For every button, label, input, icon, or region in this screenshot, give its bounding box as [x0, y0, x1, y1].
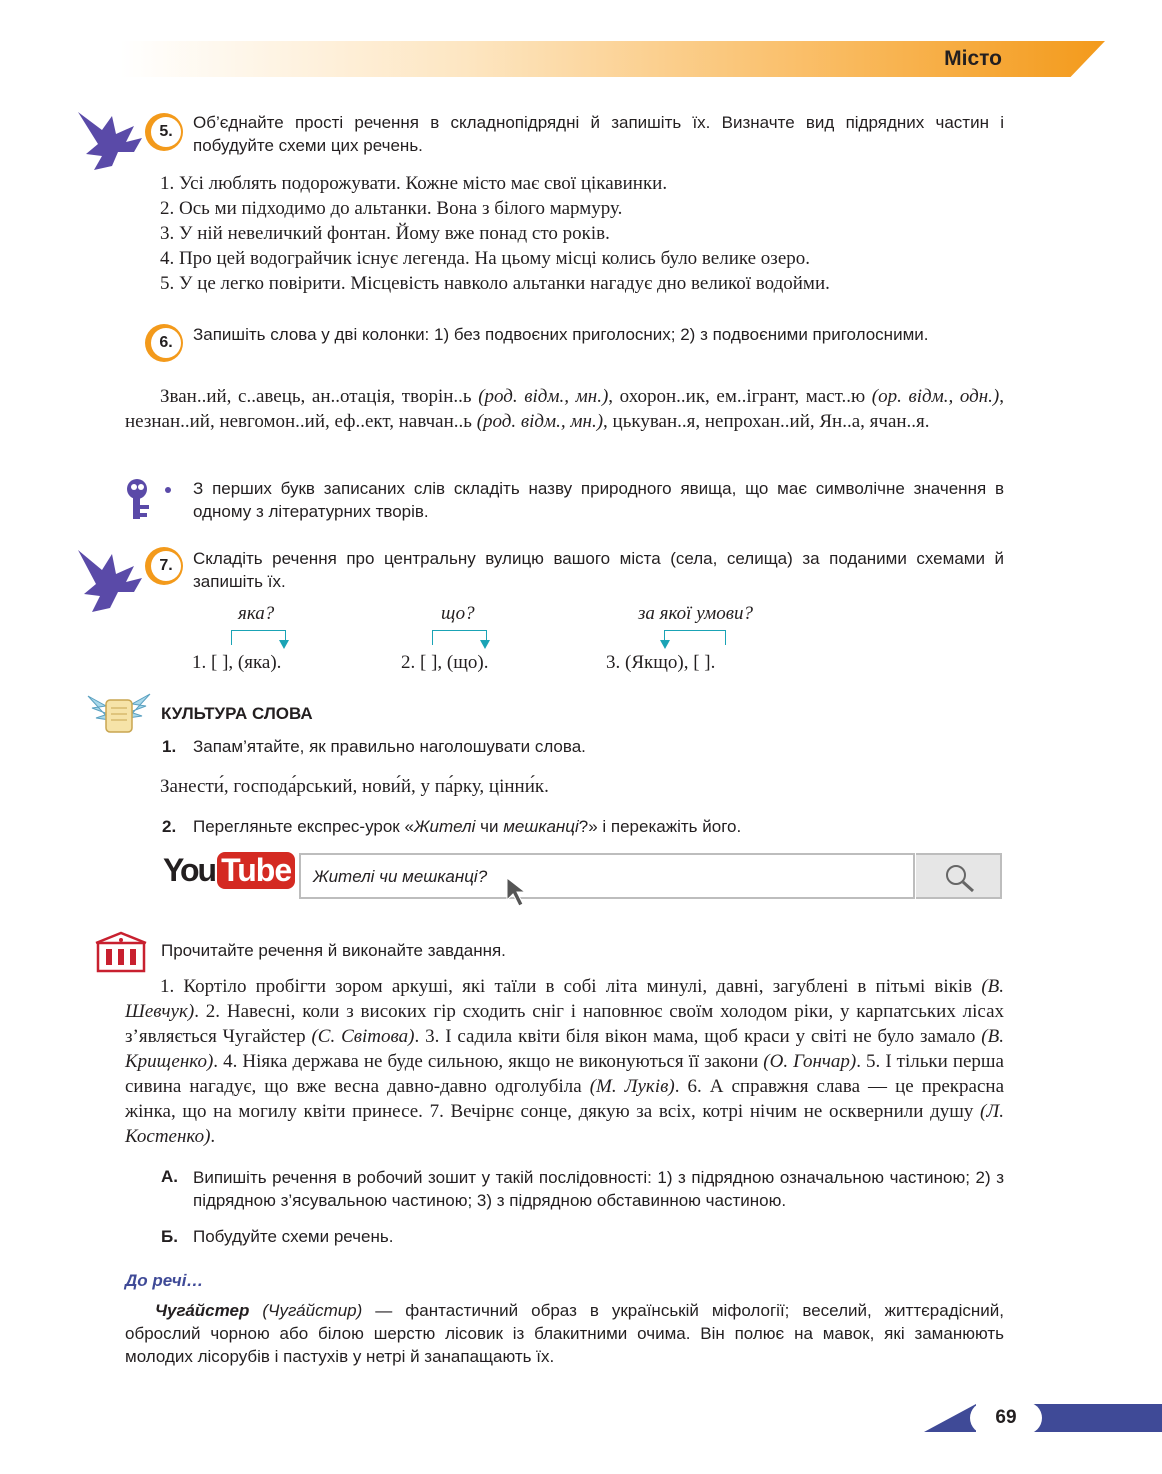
- culture-item-1: Запам’ятайте, як правильно наголошувати слова.: [193, 737, 586, 756]
- bullet-icon: [165, 487, 171, 493]
- text: Перегляньте експрес-урок «: [193, 817, 414, 836]
- sentence-text: . 6. А справжня слава — це прекрасна жінка, що на могилу квіти принесе. 7. Вечірнє сонце, дякую за всіх, котрі нічим не осквернили душу: [125, 1076, 1005, 1122]
- text: мешканці: [503, 817, 579, 836]
- author-citation: (С. Світова): [311, 1026, 415, 1047]
- note-body: — фантастичний образ в українській міфології; веселий, життєрадісний, оброслий чорною або білою шерстю лісовик із блакитними очима. Він полює на мавок, які заманюють молодих лісорубів і пастухів у нетрі й занапащають їх.: [125, 1301, 1005, 1366]
- words-text: , цькуван..я, непрохан..ий, Ян..а, ячан..я.: [603, 411, 930, 432]
- task-7-number: 7.: [151, 551, 181, 581]
- pegasus-icon: [72, 108, 152, 174]
- schema-question: за якої умови?: [638, 603, 754, 624]
- task-5-number: 5.: [151, 117, 181, 147]
- stress-words: Занести́, господа́рський, нови́й, у па́рку, цінни́к.: [160, 776, 549, 797]
- list-item: 4. Про цей водограйчик існує легенда. На цьому місці колись було велике озеро.: [160, 248, 810, 269]
- task-6-instruction: Запишіть слова у дві колонки: 1) без подвоєних приголосних; 2) з подвоєними приголосними.: [193, 325, 929, 344]
- library-icon: [92, 931, 150, 973]
- item-number: 2.: [162, 817, 177, 836]
- sentence-text: . 3. І садила квіти біля вікон мама, щоб краси у світі не було замало: [414, 1026, 982, 1047]
- youtube-logo[interactable]: [163, 852, 295, 894]
- sentence-text: .: [210, 1126, 216, 1147]
- sentence-text: . 5. І тільки перша сивина нагадує, що вже весна давно-давно одголубіла: [125, 1051, 1004, 1097]
- schema-question: що?: [441, 603, 475, 624]
- sentence-text: . 2. Навесні, коли з високих гір сходить сніг і наповнює своїм холодом ріки, у карпатських лісах з’являється Чугайстер: [125, 1001, 1004, 1047]
- schema-bracket: [231, 630, 286, 645]
- reading-text: [125, 974, 1004, 1149]
- chapter-title: Місто: [944, 47, 1002, 70]
- list-item: 5. У це легко повірити. Місцевість навколо альтанки нагадує дно великої водойми.: [160, 273, 830, 294]
- task-7-badge: [145, 547, 183, 585]
- search-icon: [944, 863, 976, 893]
- words-text: , незнан..ий, невгомон..ий, еф..ект, навчан..ь: [125, 386, 1004, 432]
- task-a-text: Випишіть речення в робочий зошит у такій послідовності: 1) з підрядною означальною частиною; 2) з підрядною з’ясувальною частиною; 3) з підрядною обставинною частиною.: [193, 1168, 1004, 1210]
- text: ?» і перекажіть його.: [578, 817, 742, 836]
- note-title: До речі…: [125, 1271, 204, 1290]
- note-text: [125, 1299, 1004, 1368]
- schema-question: яка?: [238, 603, 275, 624]
- reading-instruction: Прочитайте речення й виконайте завдання.: [161, 941, 506, 960]
- search-query: Жителі чи мешканці?: [313, 867, 488, 886]
- task-label: А.: [161, 1167, 178, 1186]
- key-icon: [124, 478, 156, 520]
- author-citation: (В. Шевчук): [125, 976, 1004, 1022]
- page-number-pill: [970, 1402, 1042, 1434]
- sentence-text: . 4. Ніяка держава не буде сильною, якщо не виконуються її закони: [213, 1051, 764, 1072]
- grammar-note: (род. відм., мн.): [478, 386, 609, 407]
- grammar-note: (ор. відм., одн.): [871, 386, 1000, 407]
- task-b-text: Побудуйте схеми речень.: [193, 1227, 394, 1246]
- schema-text: 2. [ ], (що).: [401, 652, 489, 673]
- task-6-words: [125, 384, 1004, 434]
- task-label: Б.: [161, 1227, 178, 1246]
- author-citation: (Л. Костенко): [125, 1101, 1004, 1147]
- arrow-down-icon: [660, 640, 670, 649]
- task-5-badge: [145, 113, 183, 151]
- arrow-down-icon: [480, 640, 490, 649]
- youtube-search-input[interactable]: [299, 853, 915, 899]
- logo-tube: Tube: [217, 852, 295, 889]
- note-term: Чуга́йстер: [155, 1301, 250, 1320]
- section-title: КУЛЬТУРА СЛОВА: [161, 704, 313, 723]
- schema-bracket: [432, 630, 487, 645]
- search-button[interactable]: [916, 853, 1002, 899]
- footer-bar: [1030, 1404, 1162, 1432]
- note-variant: (Чуга́йстир): [249, 1301, 363, 1320]
- page-number: 69: [995, 1407, 1017, 1428]
- item-number: 1.: [162, 737, 177, 756]
- task-5-instruction: Об’єднайте прості речення в складнопідрядні й запишіть їх. Визначте вид підрядних частин і побудуйте схеми цих речень.: [193, 113, 1004, 155]
- author-citation: (В. Крищенко): [125, 1026, 1004, 1072]
- task-6-badge: [145, 324, 183, 362]
- text: чи: [475, 817, 504, 836]
- sentence-text: 1. Кортіло пробігти зором аркуші, які таїли в собі літа минулі, давні, загублені в пітьмі віків: [160, 976, 982, 997]
- words-text: , охорон..ик, ем..ігрант, маст..ю: [608, 386, 872, 407]
- winged-scroll-icon: [86, 686, 152, 738]
- footer-decoration: [924, 1404, 976, 1432]
- list-item: 2. Ось ми підходимо до альтанки. Вона з білого мармуру.: [160, 198, 623, 219]
- schema-text: 3. (Якщо), [ ].: [606, 652, 716, 673]
- arrow-down-icon: [279, 640, 289, 649]
- list-item: 3. У ній невеличкий фонтан. Йому вже понад сто років.: [160, 223, 610, 244]
- list-item: 1. Усі люблять подорожувати. Кожне місто має свої цікавинки.: [160, 173, 668, 194]
- logo-you: You: [163, 852, 216, 888]
- task-5-list: [160, 171, 1010, 296]
- schema-text: 1. [ ], (яка).: [192, 652, 282, 673]
- author-citation: (М. Луків): [589, 1076, 675, 1097]
- pegasus-icon: [72, 546, 152, 616]
- cursor-icon: [505, 876, 533, 908]
- author-citation: (О. Гончар): [763, 1051, 857, 1072]
- task-7-instruction: Складіть речення про центральну вулицю вашого міста (села, селища) за поданими схемами й запишіть їх.: [193, 549, 1004, 591]
- schema-bracket: [664, 630, 726, 645]
- task-6-number: 6.: [151, 328, 181, 358]
- culture-item-2: [193, 817, 741, 837]
- words-text: Зван..ий, с..авець, ан..отація, творін..ь: [160, 386, 479, 407]
- task-6-bullet: З перших букв записаних слів складіть назву природного явища, що має символічне значення в одному з літературних творів.: [193, 479, 1004, 521]
- text: Жителі: [413, 817, 476, 836]
- grammar-note: (род. відм., мн.): [476, 411, 604, 432]
